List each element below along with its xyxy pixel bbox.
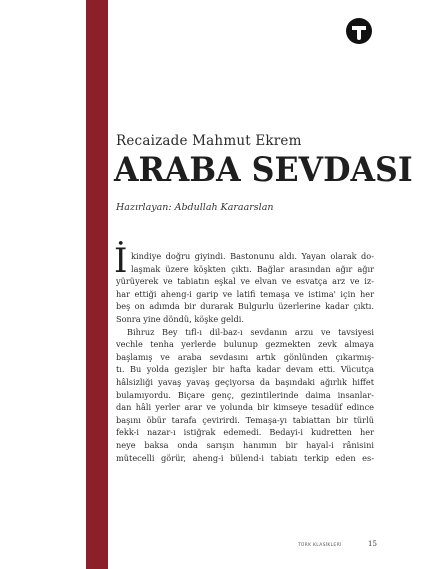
editor-credit: Hazırlayan: Abdullah Karaarslan	[116, 202, 274, 213]
text-line: başlamış ve araba sevdasını artık gönlünden çıkarmış-	[116, 351, 374, 362]
text-line: laşmak üzere köşkten çıktı. Bağlar arasından ağır ağır	[131, 263, 374, 274]
book-title: ARABA SEVDASI	[114, 150, 413, 190]
text-line: vechle tenha yerlerde bulunup gezmekten zevk almaya	[116, 339, 374, 350]
text-line: başını öbür tarafa çevirirdi. Temaşa-yı tabiattan bir türlü	[116, 414, 374, 425]
text-line: tı. Bu yolda gezişler bir hafta kadar devam etti. Vücutça	[116, 364, 374, 375]
page-left-margin	[0, 0, 86, 569]
body-text	[116, 250, 374, 464]
page-number: 15	[368, 540, 377, 548]
text-line: dan hâli yerler arar ve yolunda bir kimseye tesadüf edince	[116, 402, 374, 413]
publisher-logo-icon	[346, 18, 372, 44]
text-line: fekk-i nazar-ı istiğrak edemedi. Bedayi-i kudretten her	[116, 427, 374, 438]
author-name: Recaizade Mahmut Ekrem	[116, 133, 302, 149]
text-line: Sonra yine döndü, köşke geldi.	[116, 313, 245, 324]
paragraph-2	[116, 326, 374, 465]
text-line: yürüyerek ve tabiatın eşkal ve elvan ve esvatça arz ve iz-	[116, 276, 374, 287]
text-line: beş on adımda bir durarak Bulgurlu üzerlerine kadar çıktı.	[116, 301, 374, 312]
text-line: bulamıyordu. Biçare genç, gezintilerinde daima insanlar-	[116, 389, 374, 400]
text-line: hâlsizliği yavaş yavaş geçiyorsa da başındaki ağırlık hiffet	[116, 376, 374, 387]
text-line: kindiye doğru giyindi. Bastonunu aldı. Yayan olarak do-	[131, 251, 374, 261]
red-spine-band	[86, 0, 108, 569]
drop-cap: İ	[114, 241, 128, 281]
text-line: Bihruz Bey tıfl-ı dil-baz-ı sevdanın arzu ve tavsiyesi	[127, 326, 374, 337]
paragraph-1	[116, 250, 374, 326]
text-line: neye baksa onda sarışın hanımın bir hayal-i rânisini	[116, 439, 374, 450]
series-label: TÜRK KLASİKLERİ	[298, 543, 342, 548]
text-line: har ettiği aheng-i garip ve latifi temaşa ve istima' için her	[116, 288, 374, 299]
text-line: mütecelli görür, aheng-i bülend-i tabiatı terkip eden es-	[116, 452, 374, 463]
